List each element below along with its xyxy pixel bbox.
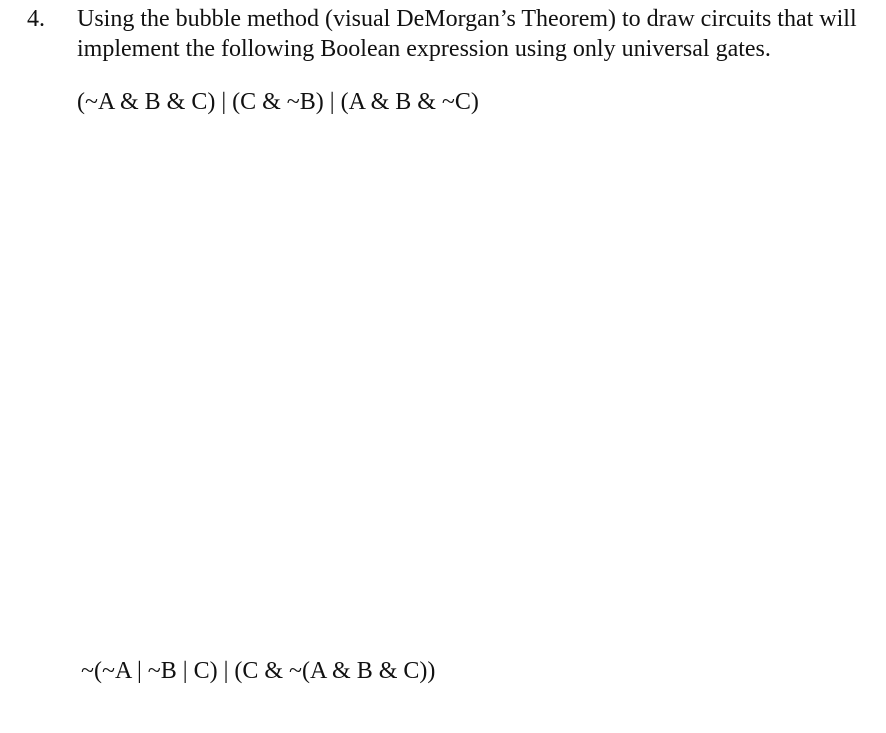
question-text [77,4,877,64]
question-number: 4. [27,6,45,32]
rewritten-boolean-expression: ~(~A | ~B | C) | (C & ~(A & B & C)) [81,658,436,684]
original-boolean-expression: (~A & B & C) | (C & ~B) | (A & B & ~C) [77,89,479,115]
question-line-2: implement the following Boolean expression using only universal gates. [77,36,771,62]
blank-answer-space [60,135,860,635]
question-line-1: Using the bubble method (visual DeMorgan’s Theorem) to draw circuits that will [77,6,857,32]
